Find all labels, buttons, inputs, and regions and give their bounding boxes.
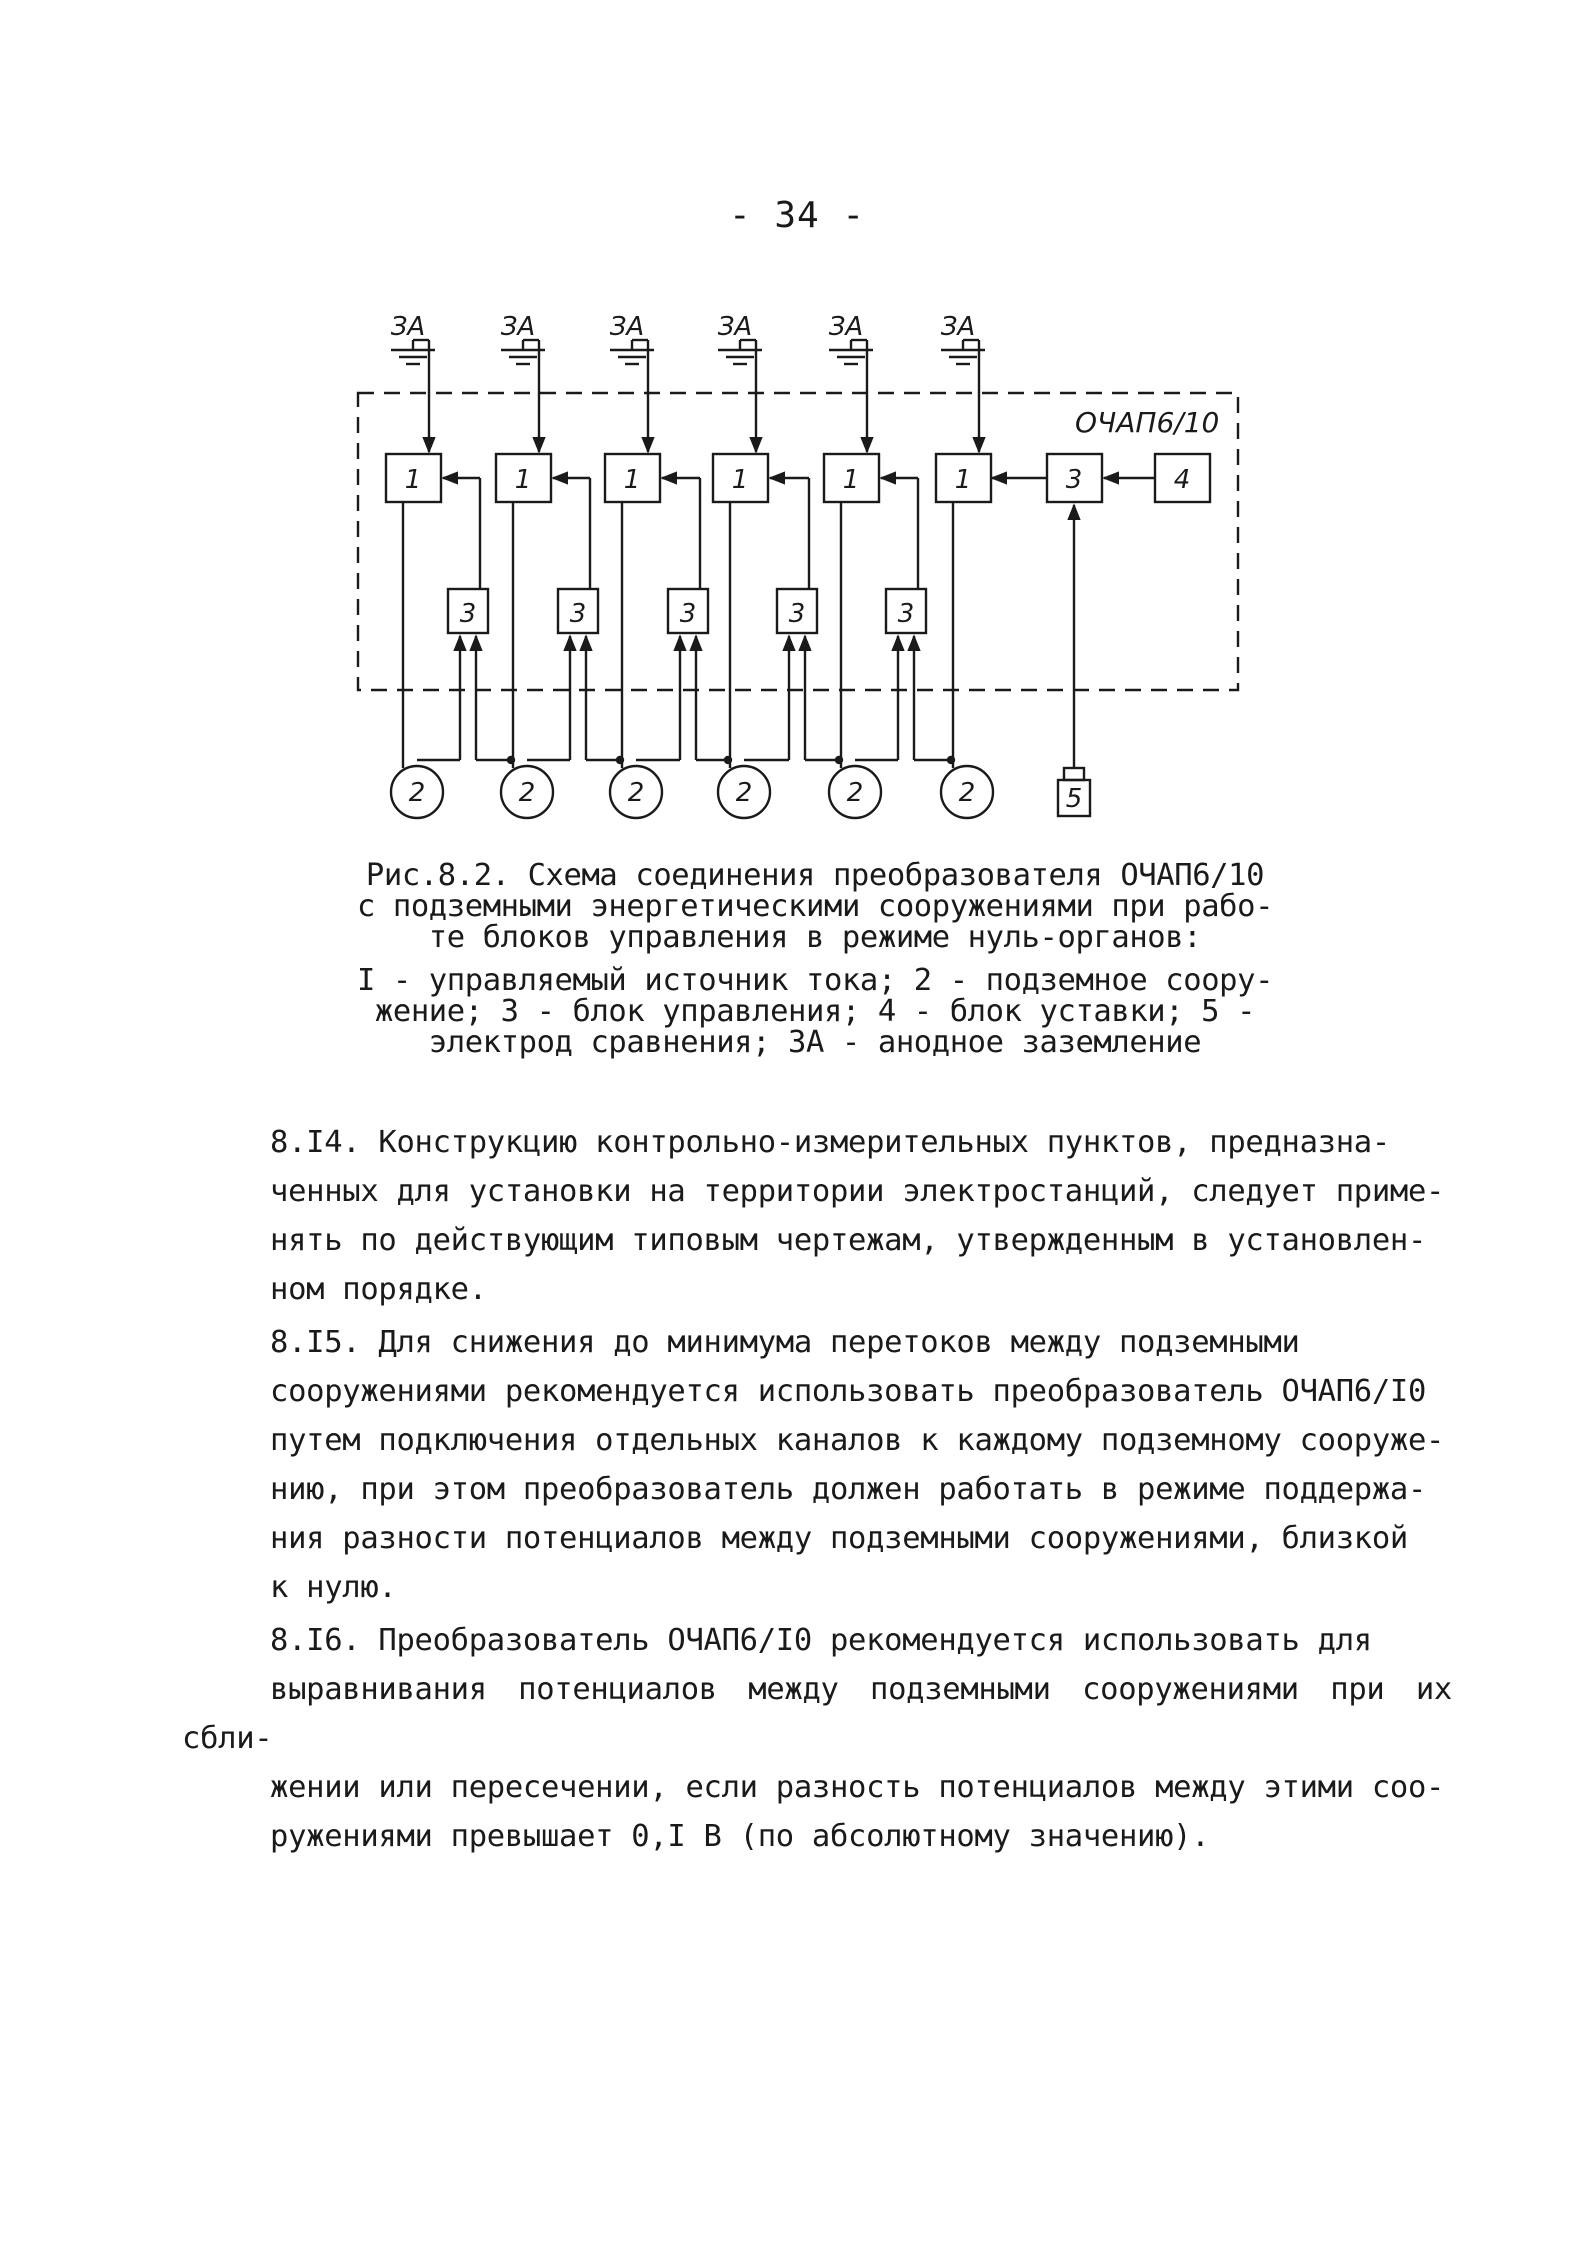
page-number: - 34 - <box>728 195 866 236</box>
block-label: 5 <box>1065 784 1083 814</box>
caption-line: те блоков управления в режиме нуль-органов: <box>428 920 1202 955</box>
ground-label: ЗА <box>940 312 976 342</box>
text-line: сооружениями рекомендуется использовать преобразователь ОЧАП6/I0 <box>270 1374 1427 1409</box>
text-line: ружениями превышает 0,I В (по абсолютному значению). <box>270 1819 1210 1854</box>
block-label: 2 <box>735 778 753 808</box>
junction-dot <box>725 757 731 763</box>
block-label: 1 <box>842 465 860 495</box>
block-label: 3 <box>788 599 806 629</box>
block-label: 1 <box>404 465 422 495</box>
block-label: 1 <box>731 465 749 495</box>
junction-dot <box>836 757 842 763</box>
caption-line: Рис.8.2. Схема соединения преобразователя ОЧАП6/10 <box>365 858 1265 893</box>
text-line: к нулю. <box>270 1570 397 1605</box>
block-label: 1 <box>514 465 532 495</box>
text-line: ном порядке. <box>270 1272 487 1307</box>
caption-legend <box>320 965 1310 1058</box>
text-line: выравнивания потенциалов между подземными сооружениями при их сбли- <box>182 1672 1452 1756</box>
text-line: ния разности потенциалов между подземными сооружениями, близкой <box>270 1521 1408 1556</box>
junction-dot <box>948 757 954 763</box>
caption-line: электрод сравнения; ЗА - анодное заземление <box>428 1025 1202 1060</box>
block-label: 2 <box>958 778 976 808</box>
caption-line: I - управляемый источник тока; 2 - подземное соору- <box>356 963 1274 998</box>
block-label: 2 <box>518 778 536 808</box>
text-line: жении или пересечении, если разность потенциалов между этими соо- <box>270 1770 1445 1805</box>
block-label: 2 <box>627 778 645 808</box>
block-label: 3 <box>569 599 587 629</box>
device-label: ОЧАП6/10 <box>1075 406 1220 439</box>
caption-title <box>320 860 1310 953</box>
paragraph-8-16 <box>182 1616 1452 1861</box>
junction-dot <box>508 757 514 763</box>
block-label: 3 <box>897 599 915 629</box>
block-label: 3 <box>459 599 477 629</box>
block-label: 2 <box>846 778 864 808</box>
text-line: нию, при этом преобразователь должен работать в режиме поддержа- <box>270 1472 1427 1507</box>
ground-label: ЗА <box>390 312 426 342</box>
text-line: путем подключения отдельных каналов к каждому подземному сооруже- <box>270 1423 1445 1458</box>
text-line: ченных для установки на территории электростанций, следует приме- <box>270 1174 1445 1209</box>
block-label: 3 <box>679 599 697 629</box>
text-line: 8.I6. Преобразователь ОЧАП6/I0 рекомендуется использовать для <box>270 1623 1372 1658</box>
ground-label: ЗА <box>717 312 753 342</box>
text-line: 8.I4. Конструкцию контрольно-измерительных пунктов, предназна- <box>270 1125 1390 1160</box>
block-label: 2 <box>408 778 426 808</box>
block-label: 1 <box>623 465 641 495</box>
block-label: 3 <box>1065 465 1083 495</box>
paragraph-8-14 <box>182 1118 1452 1314</box>
connection-schematic <box>0 0 1594 860</box>
reference-electrode-cap <box>1064 768 1084 780</box>
text-line: 8.I5. Для снижения до минимума перетоков между подземными <box>270 1325 1300 1360</box>
block-label: 1 <box>954 465 972 495</box>
ground-label: ЗА <box>828 312 864 342</box>
text-line: нять по действующим типовым чертежам, утвержденным в установлен- <box>270 1223 1427 1258</box>
ground-label: ЗА <box>609 312 645 342</box>
paragraph-8-15 <box>182 1318 1452 1612</box>
caption-line: с подземными энергетическими сооружениями при рабо- <box>356 889 1274 924</box>
junction-dot <box>617 757 623 763</box>
ground-label: ЗА <box>500 312 536 342</box>
caption-line: жение; 3 - блок управления; 4 - блок уставки; 5 - <box>374 994 1256 1029</box>
block-label: 4 <box>1173 465 1191 495</box>
body-text <box>182 1118 1452 1865</box>
figure-caption <box>320 860 1310 1058</box>
